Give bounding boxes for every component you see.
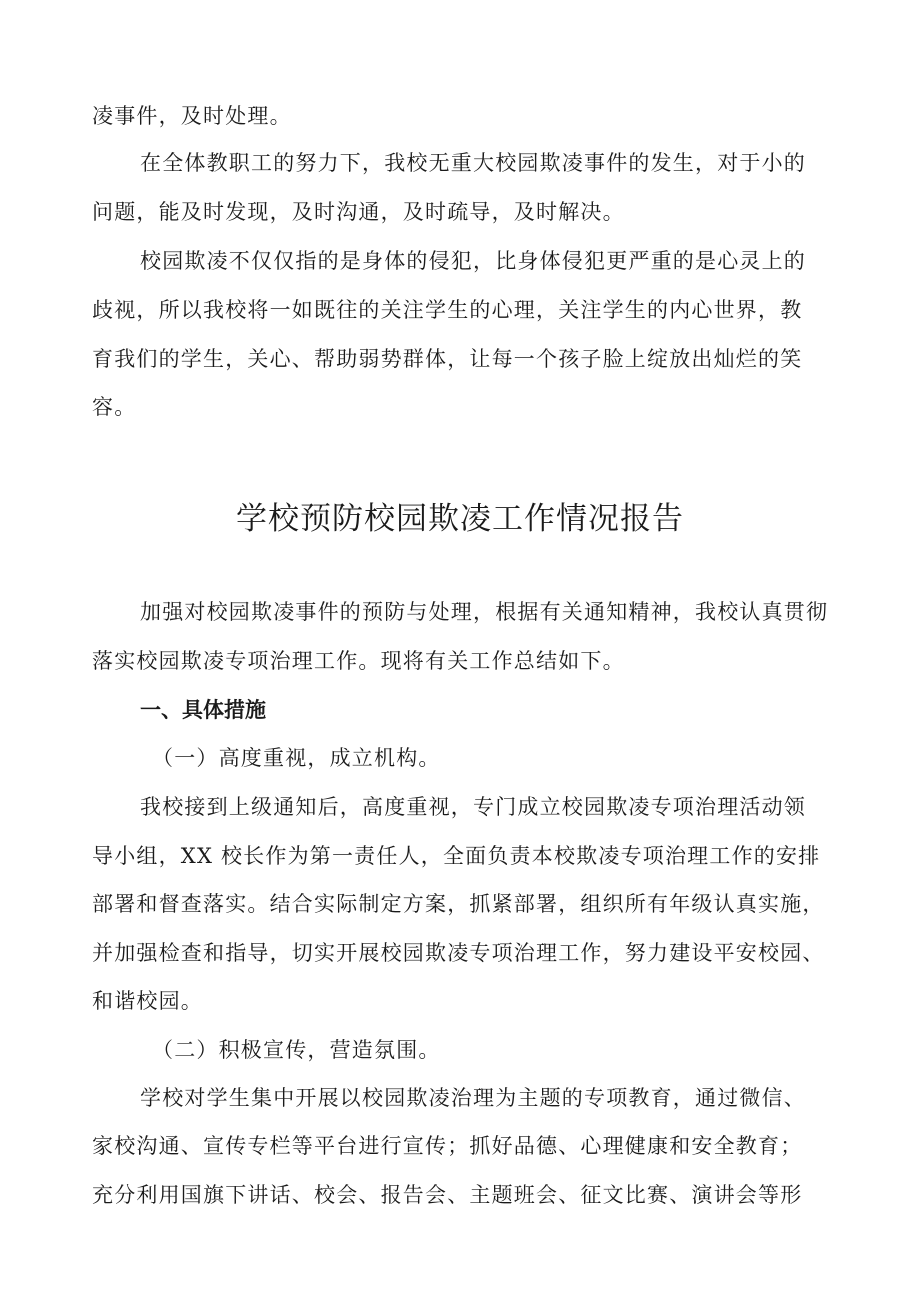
paragraph-line: 校园欺凌不仅仅指的是身体的侵犯，比身体侵犯更严重的是心灵上的 — [140, 249, 806, 273]
paragraph-line: 育我们的学生，关心、帮助弱势群体，让每一个孩子脸上绽放出灿烂的笑 — [92, 347, 803, 371]
paragraph-line: 加强对校园欺凌事件的预防与处理，根据有关通知精神，我校认真贯彻 — [140, 600, 829, 624]
paragraph-line: 在全体教职工的努力下，我校无重大校园欺凌事件的发生，对于小的 — [140, 151, 806, 175]
paragraph-line: 部署和督查落实。结合实际制定方案，抓紧部署，组织所有年级认真实施， — [92, 892, 825, 916]
subsection-heading: （二）积极宣传，营造氛围。 — [152, 1038, 441, 1062]
paragraph-line: 家校沟通、宣传专栏等平台进行宣传；抓好品德、心理健康和安全教育； — [92, 1134, 803, 1158]
subsection-heading: （一）高度重视，成立机构。 — [152, 746, 441, 770]
paragraph-line: 和谐校园。 — [92, 989, 203, 1013]
paragraph-line: 歧视，所以我校将一如既往的关注学生的心理，关注学生的内心世界，教 — [92, 298, 803, 322]
paragraph-line: 并加强检查和指导，切实开展校园欺凌专项治理工作，努力建设平安校园、 — [92, 941, 825, 965]
page-title: 学校预防校园欺凌工作情况报告 — [236, 501, 684, 537]
paragraph-line: 学校对学生集中开展以校园欺凌治理为主题的专项教育，通过微信、 — [140, 1086, 806, 1110]
paragraph-line: 凌事件，及时处理。 — [92, 104, 292, 128]
paragraph-line: 导小组，XX 校长作为第一责任人，全面负责本校欺凌专项治理工作的安排 — [92, 844, 821, 868]
paragraph-line: 落实校园欺凌专项治理工作。现将有关工作总结如下。 — [92, 649, 625, 673]
section-heading: 一、具体措施 — [140, 698, 266, 722]
paragraph-line: 充分利用国旗下讲话、校会、报告会、主题班会、征文比赛、演讲会等形 — [92, 1183, 803, 1207]
paragraph-line: 容。 — [92, 395, 137, 419]
paragraph-line: 我校接到上级通知后，高度重视，专门成立校园欺凌专项治理活动领 — [140, 795, 806, 819]
paragraph-line: 问题，能及时发现，及时沟通，及时疏导，及时解决。 — [92, 200, 625, 224]
